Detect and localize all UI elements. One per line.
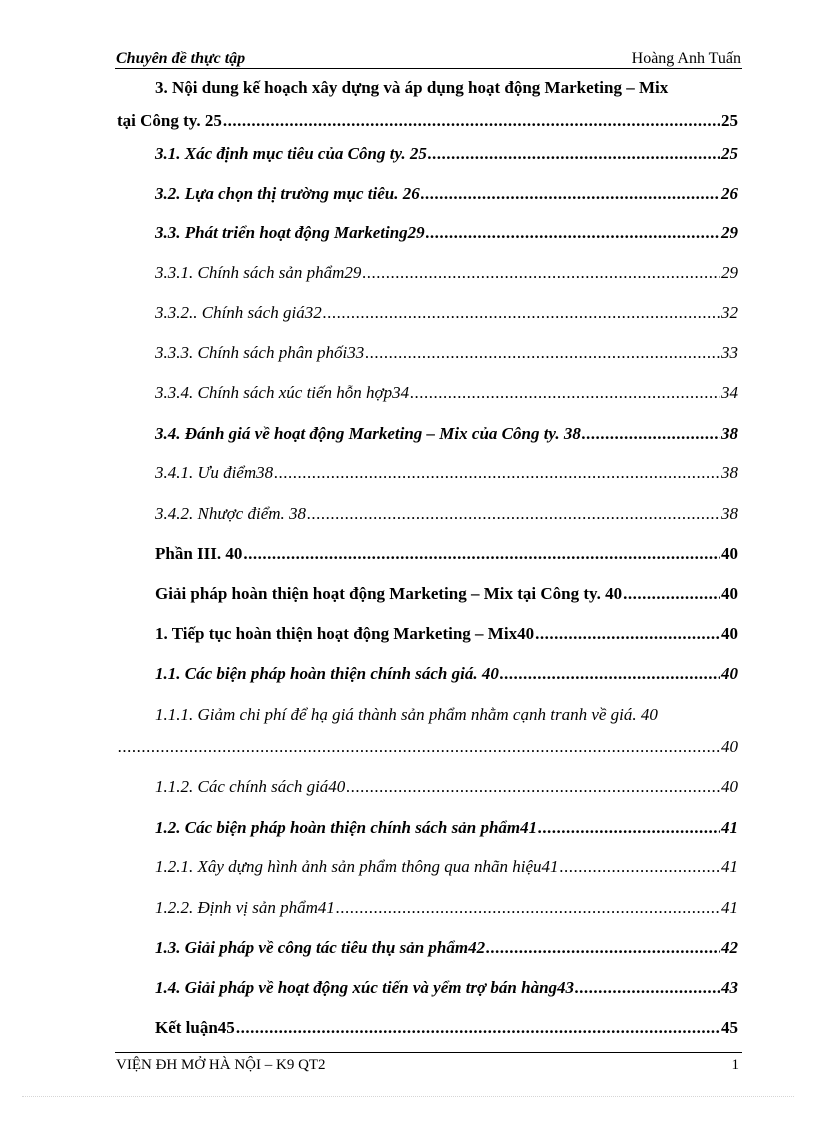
toc-entry-title: 1.2.2. Định vị sản phẩm41: [155, 898, 335, 917]
toc-leader-dots: [410, 382, 720, 404]
toc-entry[interactable]: [155, 977, 738, 999]
toc-entry-page: 34: [721, 383, 738, 402]
toc-entry-page: 40: [721, 664, 738, 683]
toc-entry-title: Giải pháp hoàn thiện hoạt động Marketing – Mix tại Công ty. 40: [155, 584, 623, 603]
toc-entry-page: 38: [721, 504, 738, 523]
toc-entry-title: 1.3. Giải pháp về công tác tiêu thụ sản phẩm42: [155, 938, 486, 957]
toc-entry-title: 1. Tiếp tục hoàn thiện hoạt động Marketing – Mix40: [155, 624, 535, 643]
toc-entry-page: 42: [721, 938, 738, 957]
toc-entry[interactable]: [155, 817, 738, 839]
toc-leader-dots: [243, 543, 720, 565]
toc-entry-page: 38: [721, 424, 738, 443]
toc-entry[interactable]: [155, 222, 738, 244]
toc-entry-title: 3.3.2.. Chính sách giá32: [155, 303, 322, 322]
toc-leader-dots: [535, 623, 720, 645]
toc-entry[interactable]: [155, 1017, 738, 1039]
toc-leader-dots: [362, 262, 720, 284]
toc-entry-page: 40: [721, 777, 738, 796]
toc-entry-page: 41: [721, 818, 738, 837]
toc-leader-dots: [323, 302, 720, 324]
header-document-type: Chuyên đề thực tập: [116, 50, 246, 67]
toc-leader-dots: [307, 503, 720, 525]
toc-entry-title: 1.1.2. Các chính sách giá40: [155, 777, 346, 796]
toc-entry-long-line2[interactable]: [117, 736, 738, 758]
toc-entry-title: 1.2.1. Xây dựng hình ảnh sản phẩm thông qua nhãn hiệu41: [155, 857, 559, 876]
toc-entry[interactable]: [155, 623, 738, 645]
toc-entry-title: 3. Nội dung kế hoạch xây dựng và áp dụng hoạt động Marketing – Mix: [155, 78, 669, 97]
toc-entry[interactable]: [155, 143, 738, 165]
toc-entry[interactable]: [155, 856, 738, 878]
toc-entry[interactable]: [155, 663, 738, 685]
toc-leader-dots: [623, 583, 720, 605]
toc-entry-title: 3.3. Phát triển hoạt động Marketing29: [155, 223, 425, 242]
toc-entry-page: 41: [721, 898, 738, 917]
toc-leader-dots: [426, 222, 720, 244]
toc-leader-dots: [560, 856, 720, 878]
toc-leader-dots: [236, 1017, 720, 1039]
toc-entry-title: 3.1. Xác định mục tiêu của Công ty. 25: [155, 144, 427, 163]
toc-entry[interactable]: [155, 776, 738, 798]
toc-leader-dots: [365, 342, 720, 364]
toc-leader-dots: [274, 462, 720, 484]
toc-entry[interactable]: [155, 462, 738, 484]
toc-entry-title: 3.3.3. Chính sách phân phối33: [155, 343, 365, 362]
toc-leader-dots: [223, 110, 720, 132]
toc-entry-title: 1.4. Giải pháp về hoạt động xúc tiến và yểm trợ bán hàng43: [155, 978, 575, 997]
toc-entry-page: 40: [721, 737, 738, 756]
toc-entry-title: 3.3.4. Chính sách xúc tiến hỗn hợp34: [155, 383, 410, 402]
toc-entry-page: 33: [721, 343, 738, 362]
page-footer: [115, 1052, 742, 1079]
toc-entry[interactable]: [155, 897, 738, 919]
toc-leader-dots: [486, 937, 720, 959]
toc-entry-page: 26: [721, 184, 738, 203]
toc-leader-dots: [538, 817, 720, 839]
toc-entry-title: 3.2. Lựa chọn thị trường mục tiêu. 26: [155, 184, 420, 203]
toc-entry[interactable]: [155, 543, 738, 565]
toc-entry-title: 3.3.1. Chính sách sản phẩm29: [155, 263, 362, 282]
toc-entry-page: 25: [721, 144, 738, 163]
toc-entry-title: 1.1.1. Giảm chi phí để hạ giá thành sản phẩm nhằm cạnh tranh về giá. 40: [155, 705, 658, 724]
toc-entry-title: 1.2. Các biện pháp hoàn thiện chính sách sản phẩm41: [155, 818, 538, 837]
toc-entry-heading-line1[interactable]: [155, 77, 738, 99]
toc-entry[interactable]: [155, 503, 738, 525]
toc-entry-title-continuation: tại Công ty. 25: [117, 111, 222, 130]
toc-entry-title: Phần III. 40: [155, 544, 243, 563]
toc-entry[interactable]: [155, 382, 738, 404]
footer-institution: VIỆN ĐH MỞ HÀ NỘI – K9 QT2: [116, 1057, 326, 1073]
toc-entry-page: 29: [721, 263, 738, 282]
toc-entry-page: 41: [721, 857, 738, 876]
toc-entry-page: 45: [721, 1018, 738, 1037]
toc-entry-title: 3.4.1. Ưu điểm38: [155, 463, 274, 482]
toc-leader-dots: [500, 663, 720, 685]
toc-entry[interactable]: [155, 183, 738, 205]
toc-entry[interactable]: [155, 302, 738, 324]
toc-entry-long-line1[interactable]: [155, 704, 738, 726]
header-author: Hoàng Anh Tuấn: [631, 50, 741, 67]
toc-entry[interactable]: [155, 342, 738, 364]
toc-entry-title: Kết luận45: [155, 1018, 235, 1037]
page-edge-divider: [22, 1096, 794, 1097]
toc-leader-dots: [421, 183, 720, 205]
toc-leader-dots: [118, 736, 720, 758]
toc-entry-page: 29: [721, 223, 738, 242]
toc-entry[interactable]: [155, 583, 738, 605]
toc-entry-page: 32: [721, 303, 738, 322]
toc-entry[interactable]: [155, 423, 738, 445]
toc-leader-dots: [575, 977, 720, 999]
toc-entry-page: 25: [721, 111, 738, 130]
toc-entry-page: 40: [721, 544, 738, 563]
toc-entry-heading-line2[interactable]: [117, 110, 738, 132]
toc-entry-page: 40: [721, 624, 738, 643]
toc-entry[interactable]: [155, 937, 738, 959]
toc-entry[interactable]: [155, 262, 738, 284]
toc-leader-dots: [336, 897, 720, 919]
toc-entry-page: 40: [721, 584, 738, 603]
toc-leader-dots: [428, 143, 720, 165]
footer-page-number: 1: [731, 1057, 739, 1073]
toc-entry-title: 3.4. Đánh giá về hoạt động Marketing – Mix của Công ty. 38: [155, 424, 581, 443]
toc-entry-title: 1.1. Các biện pháp hoàn thiện chính sách giá. 40: [155, 664, 499, 683]
toc-entry-page: 43: [721, 978, 738, 997]
toc-leader-dots: [582, 423, 720, 445]
toc-entry-title: 3.4.2. Nhược điểm. 38: [155, 504, 307, 523]
toc-entry-page: 38: [721, 463, 738, 482]
toc-leader-dots: [346, 776, 720, 798]
